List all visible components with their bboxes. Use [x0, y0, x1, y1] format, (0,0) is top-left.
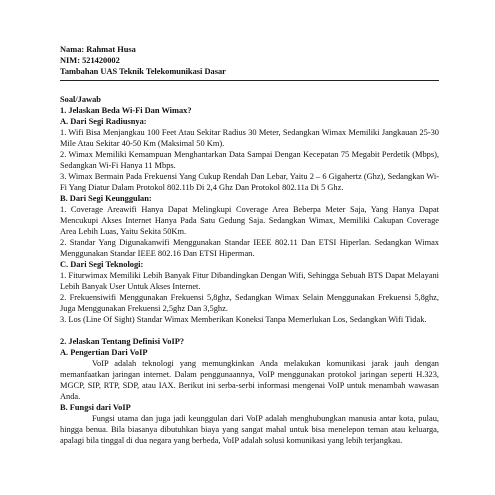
q1-a-item-1: 1. Wifi Bisa Menjangkau 100 Feet Atau Sekitar Radius 30 Meter, Sedangkan Wimax Memiliki Jangkauan 25-30 Mile Atau Sekitar 40-50 Km (Maksimal 50 Km).: [60, 128, 439, 148]
question-1: [60, 105, 439, 325]
question-2: [60, 336, 439, 446]
q1-c-item-3: 3. Los (Line Of Sight) Standar Wimax Memberikan Koneksi Tanpa Memerlukan Los, Sedangkan Wifi Tidak.: [60, 315, 427, 324]
document-header: [60, 44, 439, 77]
student-name: Nama: Rahmat Husa: [60, 45, 136, 54]
q1-b-item-1: 1. Coverage Areawifi Hanya Dapat Melingkupi Coverage Area Beberpa Meter Saja, Yang Hanya Dapat Mencukupi Akses Internet Hanya Pada Satu Gedung Saja. Sedangkan Wimax, Memiliki Cakupan Coverage Area Lebih Luas, Yaitu Sekita 50Km.: [60, 205, 439, 236]
q1-section-b-heading: B. Dari Segi Keunggulan:: [60, 194, 152, 203]
soal-jawab-label: Soal/Jawab: [60, 95, 101, 104]
q1-c-item-1: 1. Fiturwimax Memiliki Lebih Banyak Fitur Dibandingkan Dengan Wifi, Sehingga Sebuah BTS Dapat Melayani Lebih Banyak User Untuk Akses Internet.: [60, 271, 439, 291]
assignment-title: Tambahan UAS Teknik Telekomunikasi Dasar: [60, 67, 226, 76]
question-2-title: 2. Jelaskan Tentang Definisi VoIP?: [60, 337, 185, 346]
q1-c-item-2: 2. Frekuensiwifi Menggunakan Frekuensi 5,8ghz, Sedangkan Wimax Selain Menggunakan Frekuensi 5,8ghz, Juga Menggunakan Frekuensi 2,5ghz Dan 3,5ghz.: [60, 293, 439, 313]
q1-section-c-heading: C. Dari Segi Teknologi:: [60, 260, 144, 269]
q1-a-item-2: 2. Wimax Memiliki Kemampuan Menghantarkan Data Sampai Dengan Kecepatan 75 Megabit Perdetik (Mbps), Sedangkan Wi-Fi Hanya 11 Mbps.: [60, 150, 439, 170]
student-nim: NIM: 521420002: [60, 56, 120, 65]
q2-a-paragraph: VoIP adalah teknologi yang memungkinkan Anda melakukan komunikasi jarak jauh dengan memanfaatkan jaringan internet. Dalam penggunaannya, VoIP menggunakan protokol jaringan seperti H.323, MGCP, SIP, RTP, SDP, atau IAX. Berikut ini serba-serbi informasi mengenai VoIP untuk menambah wawasan Anda.: [60, 359, 439, 401]
q2-section-b-heading: B. Fungsi dari VoIP: [60, 403, 131, 412]
section-spacer: [60, 325, 439, 336]
question-1-title: 1. Jelaskan Beda Wi-Fi Dan Wimax?: [60, 106, 192, 115]
q2-b-paragraph: Fungsi utama dan juga jadi keunggulan dari VoIP adalah menghubungkan manusia antar kota, pulau, hingga benua. Bila biasanya dibutuhkan biaya yang sangat mahal untuk bisa menelepon teman atau keluarga, apalagi bila tinggal di dua negara yang berbeda, VoIP adalah solusi komunikasi yang lebih terjangkau.: [60, 414, 439, 445]
header-divider: [60, 80, 439, 81]
q1-section-a-heading: A. Dari Segi Radiusnya:: [60, 117, 147, 126]
q1-a-item-3: 3. Wimax Bermain Pada Frekuensi Yang Cukup Rendah Dan Lebar, Yaitu 2 – 6 Gigahertz (Ghz), Sedangkan Wi-Fi Yang Diatur Dalam Protokol 802.11b Di 2,4 Ghz Dan Protokol 802.11a Di 5 Ghz.: [60, 172, 439, 192]
q2-section-a-heading: A. Pengertian Dari VoIP: [60, 348, 148, 357]
q1-b-item-2: 2. Standar Yang Digunakanwifi Menggunakan Standar IEEE 802.11 Dan ETSI Hiperlan. Sedangkan Wimax Menggunakan Standar IEEE 802.16 Dan ETSI Hiperman.: [60, 238, 439, 258]
